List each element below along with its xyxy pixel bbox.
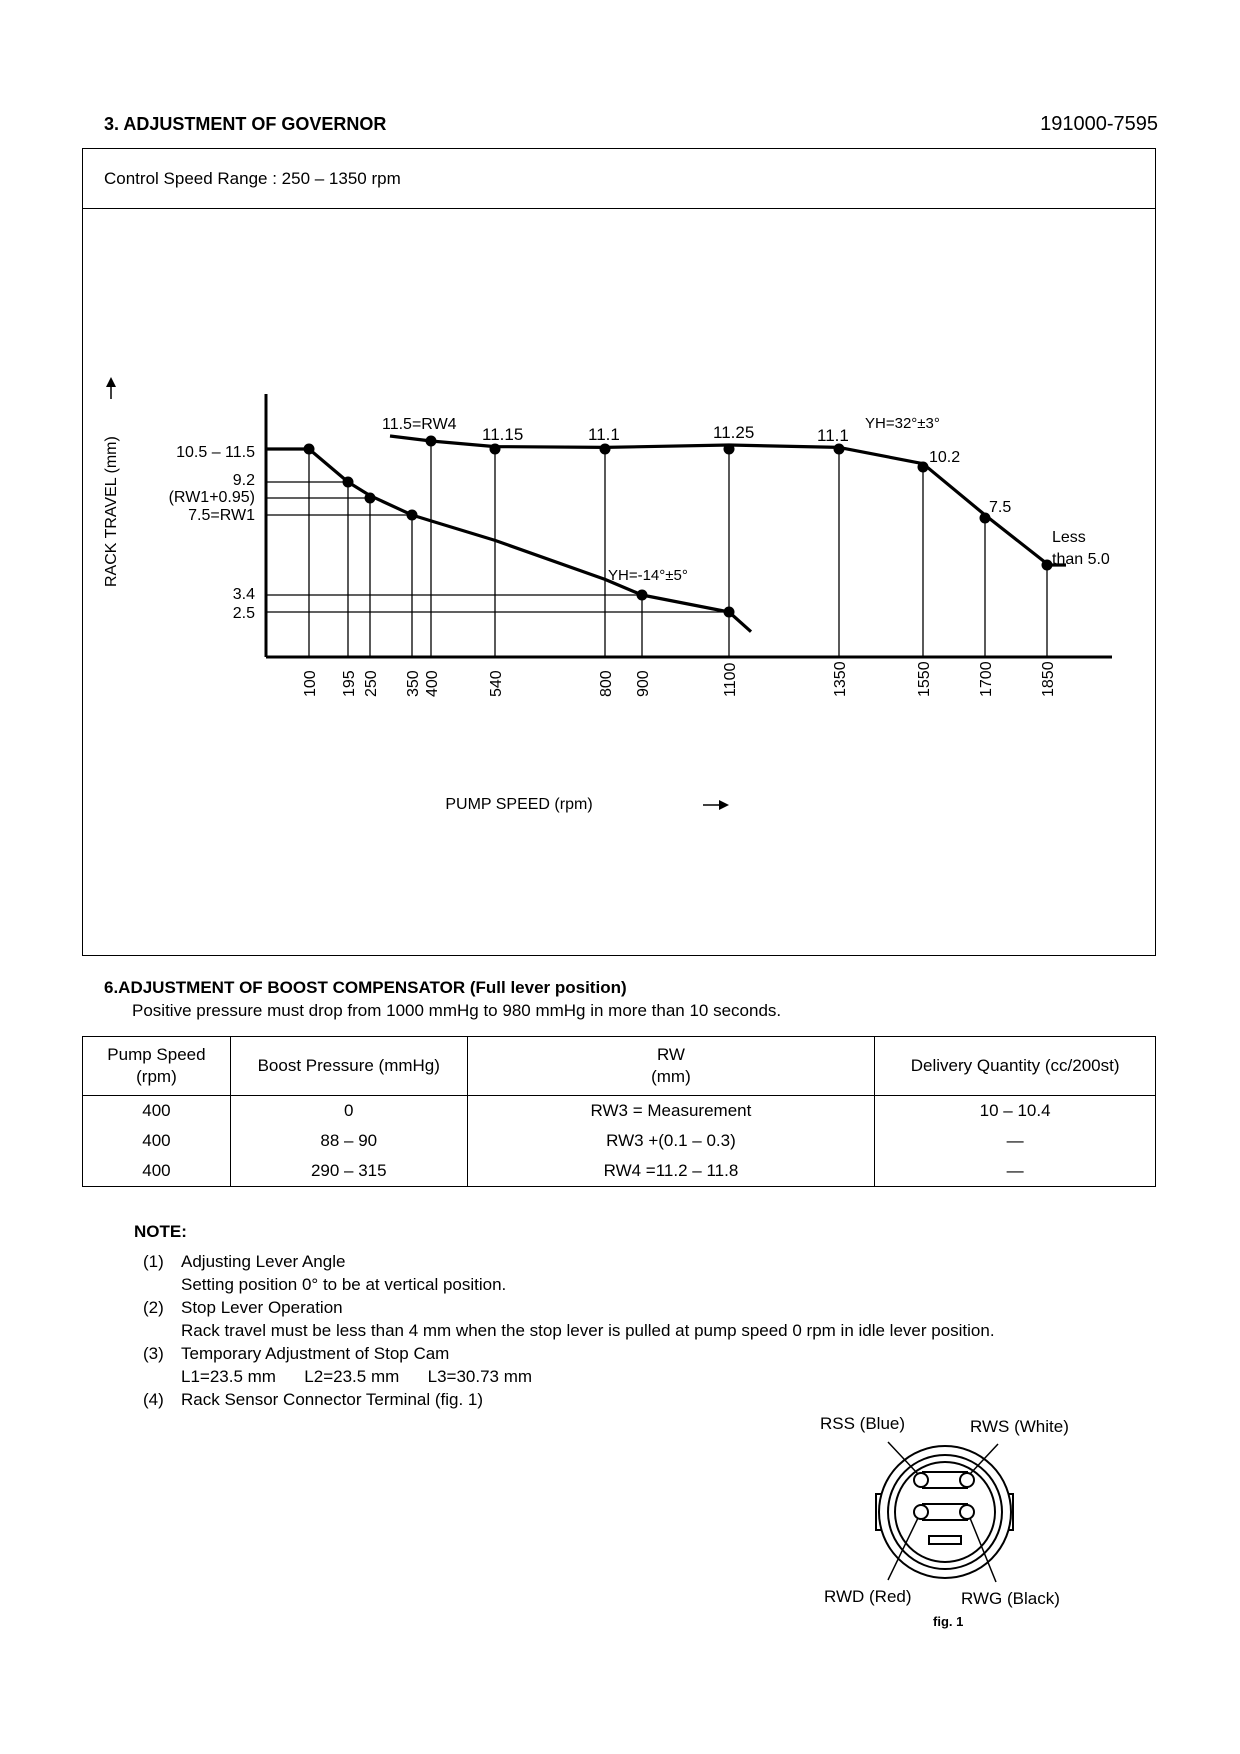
data-point-marker [918, 462, 929, 473]
y-tick-label: 10.5 – 11.5 [176, 444, 255, 461]
governor-panel [82, 148, 1156, 956]
annotation-label: Less [1052, 529, 1086, 546]
cell-delivery: — [875, 1156, 1156, 1187]
note-detail: Rack travel must be less than 4 mm when the stop lever is pulled at pump speed 0 rpm in idle lever position. [181, 1321, 995, 1340]
data-point-marker [426, 436, 437, 447]
figure-caption: fig. 1 [933, 1614, 964, 1629]
col-header-boost-pressure: Boost Pressure (mmHg) [230, 1037, 467, 1096]
part-number: 191000-7595 [1040, 113, 1158, 135]
x-tick-label: 900 [635, 670, 652, 697]
data-point-marker [724, 607, 735, 618]
y-axis-arrow-head-icon [106, 377, 116, 387]
table-row [83, 1096, 1156, 1127]
connector-body [876, 1442, 1013, 1582]
col-header-pump-speed: Pump Speed (rpm) [83, 1037, 231, 1096]
annotation-label: 11.1 [588, 425, 620, 444]
annotation-label: 11.5=RW4 [382, 416, 457, 433]
cell-boost-pressure: 0 [230, 1096, 467, 1127]
rack-sensor-connector-figure [800, 1400, 1120, 1640]
data-point-marker [724, 444, 735, 455]
y-axis-label: RACK TRAVEL (mm) [103, 436, 120, 587]
cell-pump-speed: 400 [83, 1156, 231, 1187]
connector-label-rss: RSS (Blue) [820, 1414, 906, 1433]
data-point-marker [365, 493, 376, 504]
note-number: (2) [143, 1298, 164, 1317]
cell-boost-pressure: 88 – 90 [230, 1126, 467, 1156]
data-point-marker [407, 510, 418, 521]
note-item-1 [143, 1250, 1143, 1273]
annotation-label: than 5.0 [1052, 551, 1110, 568]
note-title: Temporary Adjustment of Stop Cam [181, 1344, 450, 1363]
annotation-label: 10.2 [929, 449, 961, 466]
annotation-label: YH=-14°±5° [608, 567, 688, 584]
cell-delivery: 10 – 10.4 [875, 1096, 1156, 1127]
note-title: Adjusting Lever Angle [181, 1252, 346, 1271]
x-axis-arrow-head-icon [719, 800, 729, 810]
annotation-label: YH=32°±3° [865, 415, 940, 432]
table-row [83, 1156, 1156, 1187]
boost-section-title: 6.ADJUSTMENT OF BOOST COMPENSATOR (Full lever position) [104, 978, 627, 997]
note-number: (1) [143, 1252, 164, 1271]
cell-pump-speed: 400 [83, 1096, 231, 1127]
x-tick-label: 1550 [916, 661, 933, 697]
x-tick-label: 1350 [832, 661, 849, 697]
x-tick-label: 195 [341, 670, 358, 697]
note-detail-3 [143, 1365, 1143, 1388]
y-tick-label: (RW1+0.95) [168, 489, 255, 506]
data-point-marker [1042, 560, 1053, 571]
y-tick-label: 3.4 [232, 586, 255, 603]
annotation-label: 7.5 [989, 499, 1012, 516]
connector-label-rwg: RWG (Black) [961, 1589, 1060, 1608]
cell-delivery: — [875, 1126, 1156, 1156]
series-1-line [266, 449, 751, 632]
connector-label-rws: RWS (White) [970, 1417, 1069, 1436]
cell-boost-pressure: 290 – 315 [230, 1156, 467, 1187]
data-point-marker [637, 590, 648, 601]
note-item-2 [143, 1296, 1143, 1319]
x-tick-label: 100 [302, 670, 319, 697]
y-tick-label: 7.5=RW1 [188, 507, 255, 524]
data-point-marker [600, 444, 611, 455]
boost-table [82, 1036, 1156, 1187]
x-tick-label: 400 [424, 670, 441, 697]
boost-section-desc: Positive pressure must drop from 1000 mmHg to 980 mmHg in more than 10 seconds. [132, 1001, 782, 1020]
table-header-row [83, 1037, 1156, 1096]
x-axis-label: PUMP SPEED (rpm) [445, 796, 593, 813]
series-2-lead-line [390, 436, 431, 441]
connector-label-rwd: RWD (Red) [824, 1587, 912, 1606]
x-tick-label: 250 [363, 670, 380, 697]
cell-rw: RW3 = Measurement [467, 1096, 875, 1127]
note-title: Stop Lever Operation [181, 1298, 343, 1317]
note-detail: L1=23.5 mm L2=23.5 mm L3=30.73 mm [181, 1367, 533, 1386]
note-number: (4) [143, 1390, 164, 1409]
note-detail-2 [143, 1319, 1143, 1342]
data-point-marker [343, 477, 354, 488]
cell-rw: RW4 =11.2 – 11.8 [467, 1156, 875, 1187]
note-number: (3) [143, 1344, 164, 1363]
annotation-label: 11.25 [713, 423, 755, 442]
data-point-marker [304, 444, 315, 455]
x-tick-label: 1850 [1040, 661, 1057, 697]
x-tick-label: 350 [405, 670, 422, 697]
x-tick-label: 540 [488, 670, 505, 697]
y-tick-label: 2.5 [232, 605, 255, 622]
table-row [83, 1126, 1156, 1156]
data-point-marker [834, 444, 845, 455]
col-header-delivery: Delivery Quantity (cc/200st) [875, 1037, 1156, 1096]
governor-chart [83, 149, 1157, 957]
note-title: Rack Sensor Connector Terminal (fig. 1) [181, 1390, 484, 1409]
cell-rw: RW3 +(0.1 – 0.3) [467, 1126, 875, 1156]
data-point-marker [490, 444, 501, 455]
note-item-3 [143, 1342, 1143, 1365]
cell-pump-speed: 400 [83, 1126, 231, 1156]
x-tick-label: 800 [598, 670, 615, 697]
note-detail: Setting position 0° to be at vertical position. [181, 1275, 507, 1294]
annotation-label: 11.15 [482, 425, 524, 444]
x-tick-label: 1700 [978, 661, 995, 697]
note-detail-1 [143, 1273, 1143, 1296]
section-title: 3. ADJUSTMENT OF GOVERNOR [104, 114, 387, 134]
note-heading: NOTE: [134, 1222, 187, 1241]
x-tick-label: 1100 [722, 662, 739, 697]
y-tick-label: 9.2 [232, 472, 255, 489]
col-header-rw: RW (mm) [467, 1037, 875, 1096]
control-speed-range: Control Speed Range : 250 – 1350 rpm [104, 169, 401, 188]
annotation-label: 11.1 [817, 426, 849, 445]
